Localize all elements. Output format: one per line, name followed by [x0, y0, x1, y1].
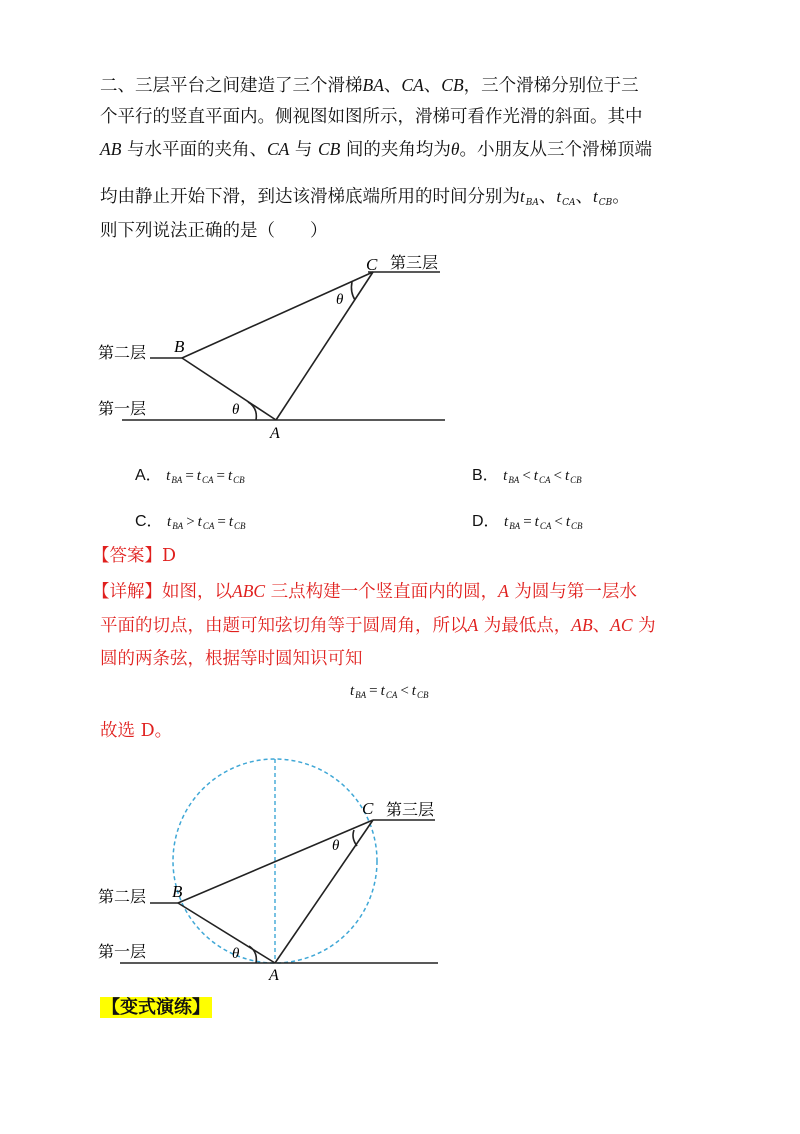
- answer-tag: 【答案】: [92, 546, 162, 566]
- question-line-3: AB 与水平面的夹角、CA 与 CB 间的夹角均为θ。小朋友从三个滑梯顶端: [100, 139, 653, 160]
- label-floor3-2: 第三层: [386, 802, 435, 819]
- label-A-2: A: [269, 967, 279, 984]
- explain-line-2: 平面的切点，由题可知弦切角等于圆周角，所以A 为最低点，AB、AC 为: [100, 615, 656, 636]
- question-line-5: 则下列说法正确的是（ ）: [100, 221, 328, 241]
- variant-heading: 【变式演练】: [102, 997, 210, 1018]
- option-b[interactable]: B． $t_{BA} < t_{CA} < t_{CB}$: [472, 467, 582, 485]
- label-floor1: 第一层: [98, 401, 147, 418]
- label-B-2: B: [172, 882, 183, 901]
- label-A: A: [270, 425, 280, 442]
- option-c[interactable]: C． $t_{BA} > t_{CA} = t_{CB}$: [135, 513, 246, 531]
- label-C-2: C: [362, 799, 374, 818]
- label-theta-c: θ: [336, 292, 344, 308]
- answer-value: D: [162, 546, 177, 566]
- label-floor1-2: 第一层: [98, 944, 147, 961]
- label-floor3: 第三层: [390, 255, 439, 272]
- question-line-4: 均由静止开始下滑，到达该滑梯底端所用的时间分别为$t_{BA}$、$t_{CA}$、$t_{CB}$。: [100, 187, 630, 208]
- conclusion: 故选 D。: [100, 721, 173, 741]
- label-floor2: 第二层: [98, 345, 147, 362]
- option-a[interactable]: A． $t_{BA} = t_{CA} = t_{CB}$: [135, 467, 245, 485]
- label-theta-a-2: θ: [232, 946, 240, 962]
- label-theta-c-2: θ: [332, 838, 340, 854]
- question-line-2: 个平行的竖直平面内。侧视图如图所示，滑梯可看作光滑的斜面。其中: [100, 107, 643, 127]
- question-line-1: 二、三层平台之间建造了三个滑梯BA、CA、CB，三个滑梯分别位于三: [100, 75, 639, 96]
- label-theta-a: θ: [232, 402, 240, 418]
- label-floor2-2: 第二层: [98, 889, 147, 906]
- chord-ba: [178, 903, 275, 963]
- label-C: C: [366, 255, 378, 274]
- option-d[interactable]: D． $t_{BA} = t_{CA} < t_{CB}$: [472, 513, 583, 531]
- explain-line-3: 圆的两条弦，根据等时圆知识可知: [100, 649, 363, 669]
- explain-line-1: 【详解】如图，以ABC 三点构建一个竖直面内的圆，A 为圆与第一层水: [92, 581, 637, 602]
- label-B: B: [174, 337, 185, 356]
- equation: $t_{BA} = t_{CA} < t_{CB}$: [350, 683, 429, 700]
